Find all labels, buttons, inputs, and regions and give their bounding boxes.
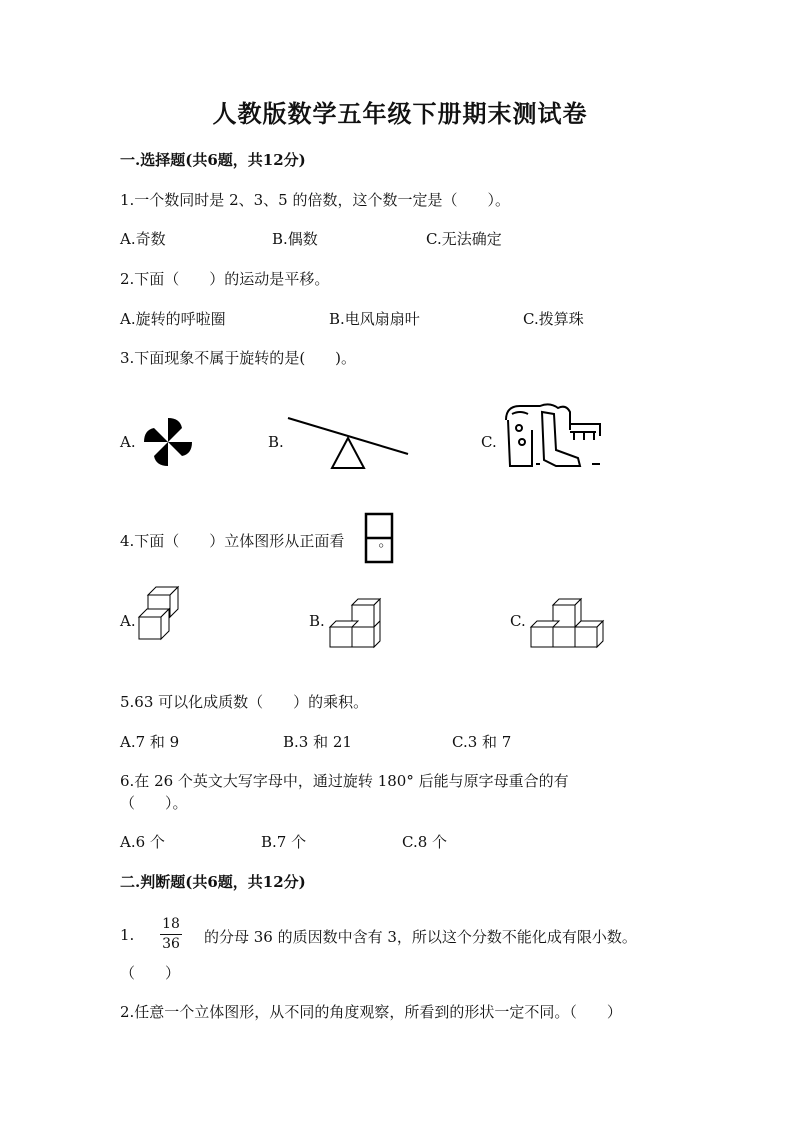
question-6-option-a: A.6 个 — [120, 833, 165, 851]
question-6-option-c: C.8 个 — [402, 833, 448, 851]
fraction-18-36 — [160, 916, 182, 953]
question-5-option-a: A.7 和 9 — [120, 733, 180, 751]
question-4-option-c: C. — [510, 612, 526, 630]
fraction-denominator: 36 — [162, 936, 180, 952]
question-1: 1.一个数同时是 2、3、5 的倍数，这个数一定是（ ）。 — [120, 191, 510, 209]
question-4-end: 。 — [378, 532, 394, 550]
question-3-option-c: C. — [481, 433, 497, 451]
section-heading-choice: 一.选择题(共6题，共12分) — [120, 151, 306, 169]
question-1-option-c: C.无法确定 — [426, 230, 502, 248]
fraction-numerator: 18 — [162, 916, 180, 932]
judgement-1-text: 的分母 36 的质因数中含有 3，所以这个分数不能化成有限小数。 — [204, 928, 637, 946]
question-4 — [120, 530, 393, 551]
seesaw-figure — [286, 414, 412, 472]
slide-figure — [500, 400, 606, 472]
question-6-line-1: 6.在 26 个英文大写字母中，通过旋转 180° 后能与原字母重合的有 — [120, 772, 569, 790]
question-1-option-a: A.奇数 — [120, 230, 166, 248]
question-2-option-a: A.旋转的呼啦圈 — [120, 310, 226, 328]
stacked-cubes-c — [527, 595, 605, 649]
question-3-option-a: A. — [120, 433, 136, 451]
question-4-text: 4.下面（ ）立体图形从正面看 — [120, 532, 345, 550]
question-5-option-b: B.3 和 21 — [283, 733, 352, 751]
question-5-option-c: C.3 和 7 — [452, 733, 512, 751]
question-3-option-b: B. — [268, 433, 284, 451]
stacked-cubes-b — [326, 595, 382, 649]
question-6-line-2: （ ）。 — [120, 794, 188, 812]
page-title: 人教版数学五年级下册期末测试卷 — [212, 99, 588, 128]
question-2-option-b: B.电风扇扇叶 — [329, 310, 420, 328]
judgement-2: 2.任意一个立体图形，从不同的角度观察，所看到的形状一定不同。（ ） — [120, 1003, 622, 1021]
question-2: 2.下面（ ）的运动是平移。 — [120, 270, 330, 288]
pinwheel-figure — [138, 414, 198, 470]
judgement-1-blank: （ ） — [120, 964, 181, 982]
judgement-1-number: 1. — [120, 926, 135, 944]
question-3: 3.下面现象不属于旋转的是( )。 — [120, 349, 357, 367]
question-4-option-a: A. — [120, 612, 136, 630]
section-heading-true-false: 二.判断题(共6题，共12分) — [120, 873, 306, 891]
question-5: 5.63 可以化成质数（ ）的乘积。 — [120, 693, 369, 711]
question-4-option-b: B. — [309, 612, 325, 630]
question-1-option-b: B.偶数 — [272, 230, 318, 248]
front-view-shape — [364, 512, 396, 566]
stacked-cubes-a — [136, 585, 180, 649]
question-2-option-c: C.拨算珠 — [523, 310, 584, 328]
question-6-option-b: B.7 个 — [261, 833, 307, 851]
